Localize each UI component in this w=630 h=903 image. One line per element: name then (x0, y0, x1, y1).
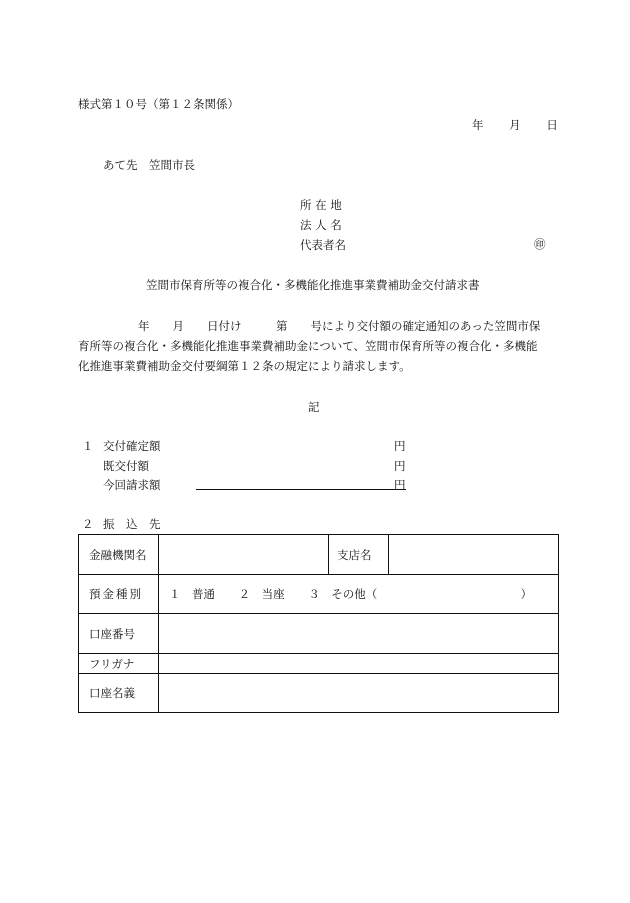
date-year-label: 年 (472, 118, 484, 132)
body-line-2: 育所等の複合化・多機能化推進事業費補助金について、笠間市保育所等の複合化・多機能 (78, 339, 538, 353)
table-row (79, 575, 559, 614)
branch-name-label: 支店名 (329, 535, 389, 575)
deposit-type-field[interactable] (159, 575, 559, 614)
account-holder-label: 口座名義 (79, 674, 159, 713)
section1-number: １ (82, 439, 94, 453)
furigana-label: フリガナ (79, 654, 159, 674)
account-number-field[interactable] (159, 614, 559, 654)
table-row (79, 654, 559, 674)
request-amount-underline (196, 489, 406, 490)
deposit-option-ordinary[interactable]: １ 普通 (169, 587, 215, 601)
deposit-option-other-close: ） (520, 587, 533, 601)
table-row (79, 535, 559, 575)
ki-heading: 記 (308, 400, 320, 414)
table-row (79, 674, 559, 713)
form-number: 様式第１０号（第１２条関係） (78, 97, 239, 111)
table-row (79, 614, 559, 654)
bank-info-table (78, 534, 559, 713)
request-amount-label: 今回請求額 (103, 478, 161, 492)
confirmed-amount-label: 交付確定額 (103, 439, 161, 453)
bank-name-field[interactable] (159, 535, 329, 575)
account-number-label: 口座番号 (79, 614, 159, 654)
paid-amount-label: 既交付額 (103, 459, 149, 473)
address-label: 所 在 地 (300, 198, 342, 212)
bank-name-label: 金融機関名 (79, 535, 159, 575)
deposit-type-label: 預金種別 (79, 575, 159, 614)
addressee: あて先 笠間市長 (103, 158, 195, 172)
seal-mark: ㊞ (534, 237, 546, 251)
body-line-1: 年 月 日付け 第 号により交付額の確定通知のあった笠間市保 (138, 319, 541, 333)
body-line-3: 化推進事業費補助金交付要綱第１２条の規定により請求します。 (78, 359, 411, 373)
corp-name-label: 法 人 名 (300, 218, 342, 232)
section2-title: 振 込 先 (103, 517, 161, 531)
deposit-option-checking[interactable]: ２ 当座 (238, 587, 285, 601)
branch-name-field[interactable] (389, 535, 559, 575)
document-title: 笠間市保育所等の複合化・多機能化推進事業費補助金交付請求書 (146, 278, 480, 292)
confirmed-amount-unit: 円 (394, 439, 406, 453)
paid-amount-unit: 円 (394, 459, 406, 473)
account-holder-field[interactable] (159, 674, 559, 713)
deposit-option-other[interactable]: ３ その他（ (308, 587, 378, 601)
section2-number: ２ (82, 517, 94, 531)
request-amount-unit: 円 (394, 478, 406, 492)
representative-label: 代表者名 (300, 238, 346, 252)
date-day-label: 日 (546, 118, 558, 132)
date-line (472, 117, 558, 133)
date-month-label: 月 (509, 118, 521, 132)
furigana-field[interactable] (159, 654, 559, 674)
